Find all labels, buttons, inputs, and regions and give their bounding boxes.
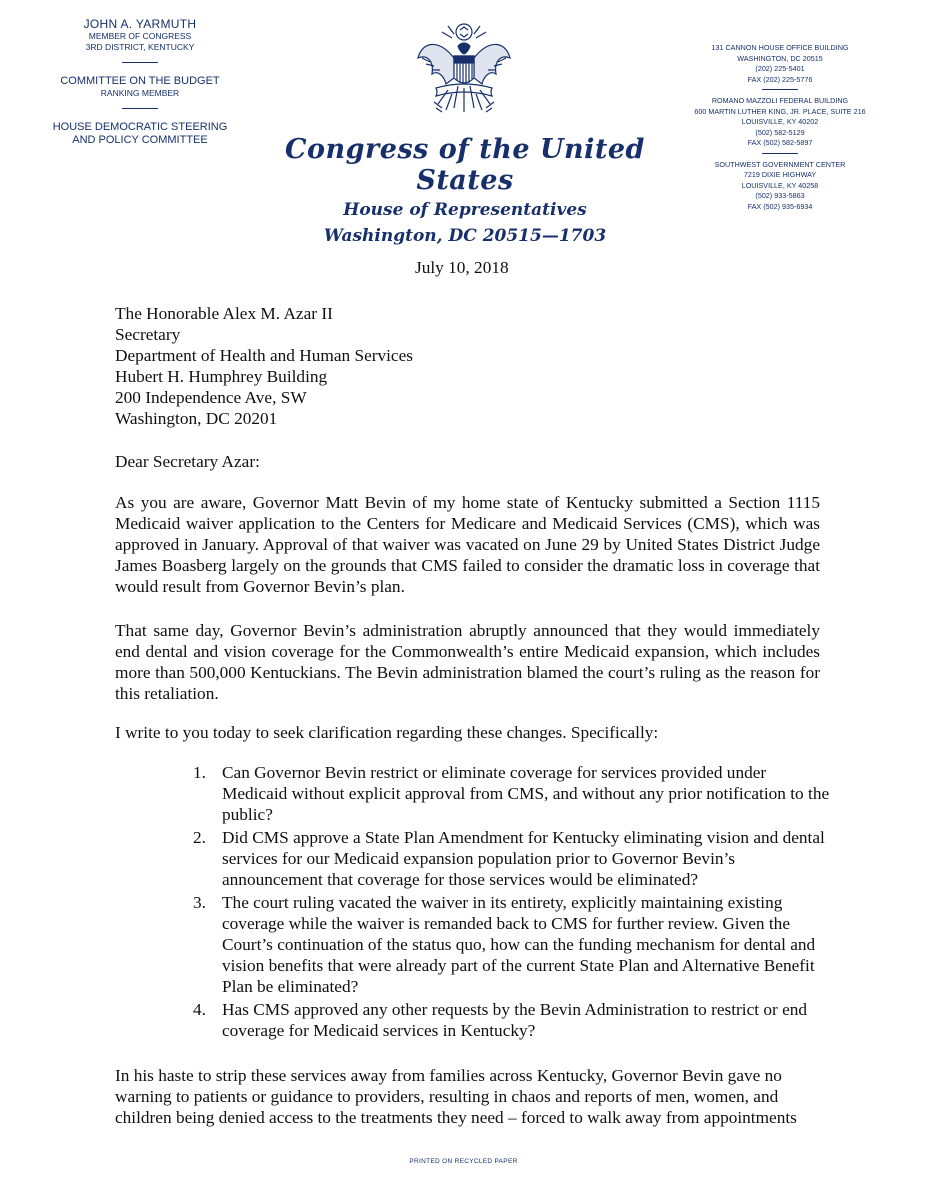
paragraph-3: I write to you today to seek clarification regarding these changes. Specifically: xyxy=(115,723,659,742)
letterhead-right xyxy=(665,43,895,212)
member-district: 3RD DISTRICT, KENTUCKY xyxy=(85,42,195,52)
office-address-line: LOUISVILLE, KY 40202 xyxy=(741,117,819,126)
address-line: Secretary xyxy=(115,325,181,344)
house-subtitle: House of Representatives xyxy=(343,200,587,220)
divider xyxy=(122,62,158,63)
address-line: Department of Health and Human Services xyxy=(115,346,414,365)
office-address-line: FAX (502) 582-5897 xyxy=(747,138,813,147)
list-item-text: Has CMS approved any other requests by the Bevin Administration to restrict or end coverage for Medicaid services in Kentucky? xyxy=(222,1000,808,1040)
salutation: Dear Secretary Azar: xyxy=(115,452,260,471)
great-seal-eagle-icon xyxy=(408,18,520,130)
office-address-line: (502) 933-5863 xyxy=(755,191,805,200)
recipient-address xyxy=(115,303,820,429)
office-address-line: FAX (502) 935-6934 xyxy=(747,201,813,211)
list-item xyxy=(193,892,833,997)
committee-role: RANKING MEMBER xyxy=(100,88,180,98)
office-address-line: LOUISVILLE, KY 40258 xyxy=(741,180,819,190)
list-item xyxy=(193,999,833,1041)
office-address-line: FAX (202) 225-5776 xyxy=(747,74,813,84)
office-address-line: (202) 225-5401 xyxy=(755,64,805,73)
list-item-number: 2. xyxy=(193,828,206,847)
list-item-text: Can Governor Bevin restrict or eliminate coverage for services provided under Medicaid without explicit approval from CMS, and without any prior notification to the public? xyxy=(222,763,830,824)
list-item-text: Did CMS approve a State Plan Amendment for Kentucky eliminating vision and dental services for our Medicaid expansion population prior to Governor Bevin’s announcement that coverage for those services would be eliminated? xyxy=(222,828,825,889)
committee-name: COMMITTEE ON THE BUDGET xyxy=(60,75,220,87)
steering-committee-line1: HOUSE DEMOCRATIC STEERING xyxy=(52,121,228,133)
letterhead-left xyxy=(40,17,240,147)
office-address-line: SOUTHWEST GOVERNMENT CENTER xyxy=(714,159,846,169)
address-line: 200 Independence Ave, SW xyxy=(115,388,307,407)
paragraph-2: That same day, Governor Bevin’s administration abruptly announced that they would immediately end dental and vision coverage for the Commonwealth’s entire Medicaid expansion, which includes more than 500,000 Kentuckians. The Bevin administration blamed the court’s ruling as the reason for this retaliation. xyxy=(115,621,820,703)
office-address-line: 131 CANNON HOUSE OFFICE BUILDING xyxy=(711,43,849,52)
list-item-number: 3. xyxy=(193,893,206,912)
member-name: JOHN A. YARMUTH xyxy=(83,17,197,31)
divider xyxy=(762,153,798,154)
divider xyxy=(762,89,798,90)
address-line: The Honorable Alex M. Azar II xyxy=(115,304,333,323)
list-item xyxy=(193,827,833,890)
list-item-text: The court ruling vacated the waiver in its entirety, explicitly maintaining existing coverage while the waiver is remanded back to CMS for further review. Given the Court’s continuation of the status quo, how can the funding mechanism for dental and vision benefits that were already part of the current State Plan and Alternative Benefit Plan be eliminated? xyxy=(222,893,816,996)
paragraph-4: In his haste to strip these services away from families across Kentucky, Governor Bevin gave no warning to patients or guidance to providers, resulting in chaos and reports of men, women, and children being denied access to the treatments they need – forced to walk away from appointments xyxy=(115,1066,797,1127)
city-line: Washington, DC 20515—1703 xyxy=(323,226,607,246)
list-item-number: 4. xyxy=(193,1000,206,1019)
questions-list xyxy=(193,762,833,1043)
address-line: Washington, DC 20201 xyxy=(115,409,278,428)
letter-date: July 10, 2018 xyxy=(415,258,509,277)
office-address-line: ROMANO MAZZOLI FEDERAL BUILDING xyxy=(711,96,849,105)
congress-title: Congress of the United States xyxy=(285,134,645,196)
office-address-line: WASHINGTON, DC 20515 xyxy=(737,53,823,63)
list-item-number: 1. xyxy=(193,763,206,782)
steering-committee-line2: AND POLICY COMMITTEE xyxy=(72,134,208,146)
office-address-line: 7219 DIXIE HIGHWAY xyxy=(743,170,817,179)
letterhead-title-block xyxy=(260,134,670,246)
paragraph-1: As you are aware, Governor Matt Bevin of my home state of Kentucky submitted a Section 1115 Medicaid waiver application to the Centers for Medicare and Medicaid Services (CMS), which was approved in January. Approval of that waiver was vacated on June 29 by United States District Judge James Boasberg largely on the grounds that CMS failed to consider the dramatic loss in coverage that would result from Governor Bevin’s plan. xyxy=(115,493,820,596)
recycled-paper-footer: PRINTED ON RECYCLED PAPER xyxy=(409,1158,518,1165)
list-item xyxy=(193,762,833,825)
divider xyxy=(122,108,158,109)
address-line: Hubert H. Humphrey Building xyxy=(115,367,328,386)
office-address-line: 600 MARTIN LUTHER KING, JR. PLACE, SUITE 216 xyxy=(694,106,866,116)
office-address-line: (502) 582-5129 xyxy=(755,127,805,137)
member-title: MEMBER OF CONGRESS xyxy=(88,31,192,41)
